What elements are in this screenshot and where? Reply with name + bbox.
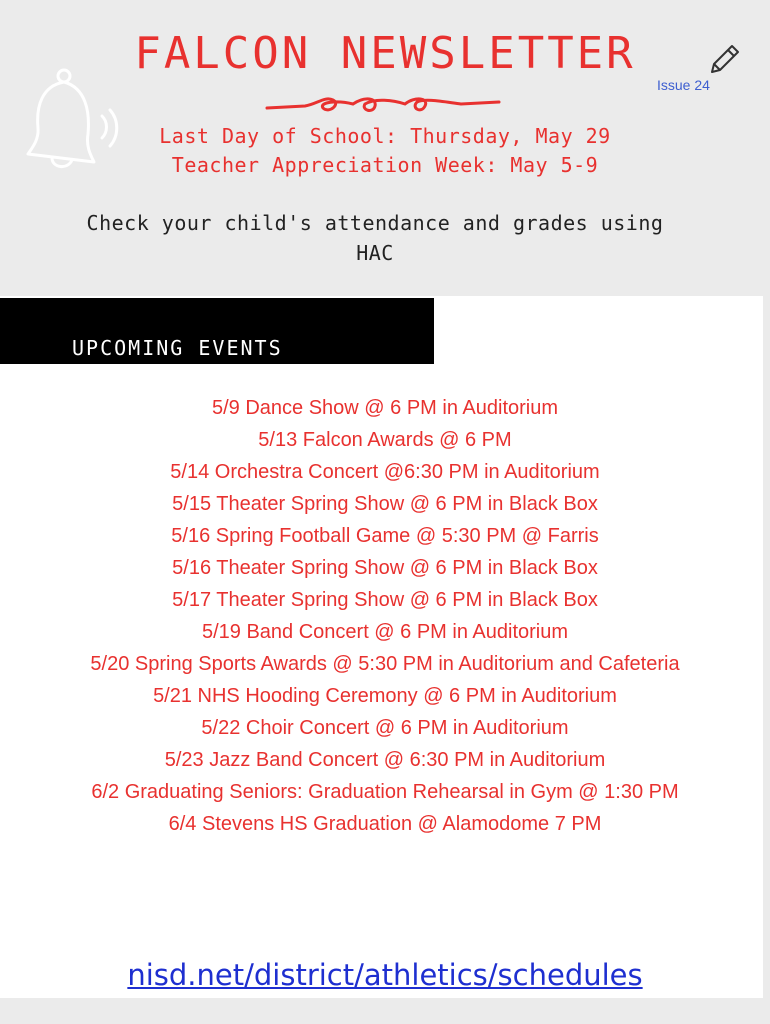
event-item: 5/15 Theater Spring Show @ 6 PM in Black Box xyxy=(172,493,598,515)
event-item: 5/16 Spring Football Game @ 5:30 PM @ Farris xyxy=(171,525,599,547)
event-item: 5/23 Jazz Band Concert @ 6:30 PM in Auditorium xyxy=(164,749,606,771)
newsletter-title: FALCON NEWSLETTER xyxy=(134,28,636,79)
hac-notice: Check your child's attendance and grades using HAC xyxy=(86,211,664,265)
event-item: 6/2 Graduating Seniors: Graduation Rehearsal in Gym @ 1:30 PM xyxy=(91,781,679,803)
event-item: 5/9 Dance Show @ 6 PM in Auditorium xyxy=(211,397,559,419)
event-item: 5/19 Band Concert @ 6 PM in Auditorium xyxy=(201,621,569,643)
upcoming-events-banner xyxy=(0,298,434,364)
pencil-icon xyxy=(706,42,742,78)
events-list xyxy=(0,392,770,840)
flourish-divider xyxy=(265,94,501,120)
upcoming-events-heading: UPCOMING EVENTS xyxy=(72,336,283,360)
last-day-of-school: Last Day of School: Thursday, May 29 xyxy=(159,124,611,148)
event-item: 5/22 Choir Concert @ 6 PM in Auditorium xyxy=(201,717,569,739)
event-item: 5/16 Theater Spring Show @ 6 PM in Black Box xyxy=(172,557,598,579)
important-dates xyxy=(0,122,770,180)
event-item: 5/13 Falcon Awards @ 6 PM xyxy=(258,429,512,451)
event-item: 6/4 Stevens HS Graduation @ Alamodome 7 PM xyxy=(168,813,602,835)
teacher-appreciation-week: Teacher Appreciation Week: May 5-9 xyxy=(171,153,599,177)
athletics-schedules-link[interactable]: nisd.net/district/athletics/schedules xyxy=(127,958,643,992)
event-item: 5/21 NHS Hooding Ceremony @ 6 PM in Auditorium xyxy=(153,685,617,707)
event-item: 5/14 Orchestra Concert @6:30 PM in Auditorium xyxy=(170,461,600,483)
issue-number: Issue 24 xyxy=(657,77,710,93)
event-item: 5/20 Spring Sports Awards @ 5:30 PM in Auditorium and Cafeteria xyxy=(90,653,680,675)
event-item: 5/17 Theater Spring Show @ 6 PM in Black Box xyxy=(172,589,598,611)
